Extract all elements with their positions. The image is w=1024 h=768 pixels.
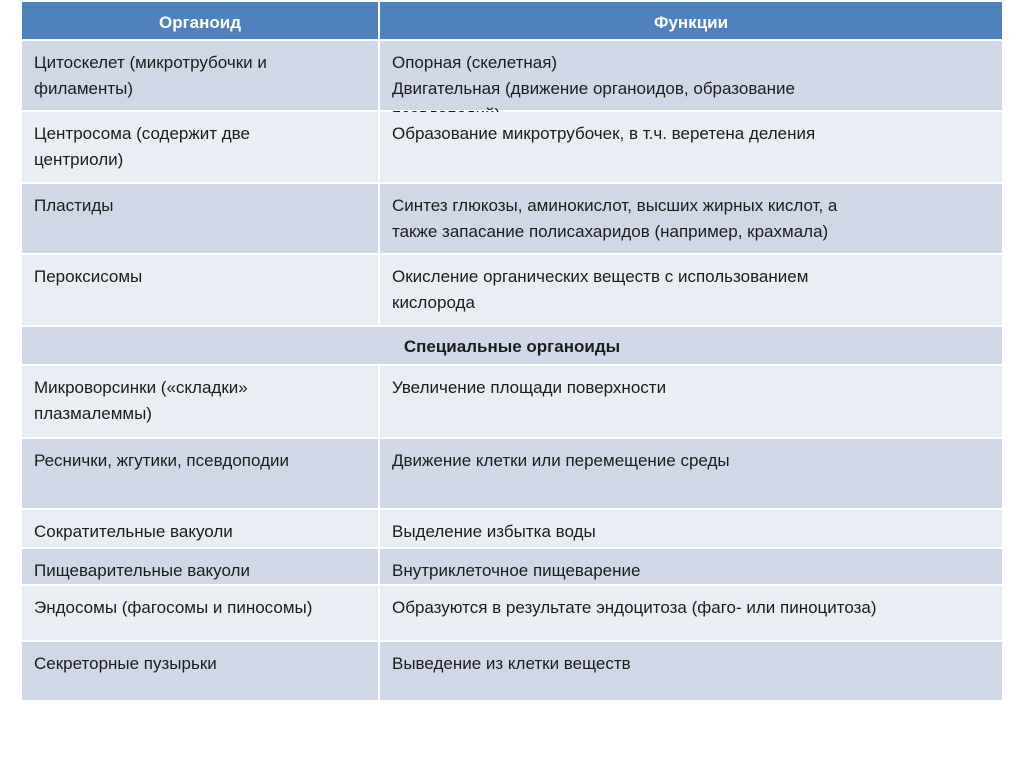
table-row-functions: Образование микротрубочек, в т.ч. веретена деления xyxy=(380,112,1002,184)
table-row-organoid: Пищеварительные вакуоли xyxy=(22,549,380,586)
table-row-functions: Синтез глюкозы, аминокислот, высших жирных кислот, а также запасание полисахаридов (например, крахмала) xyxy=(380,184,1002,255)
table-row-organoid: Микроворсинки («складки» плазмалеммы) xyxy=(22,366,380,439)
table-row-organoid: Секреторные пузырьки xyxy=(22,642,380,702)
table-row-organoid: Пероксисомы xyxy=(22,255,380,327)
table-row-organoid: Эндосомы (фагосомы и пиносомы) xyxy=(22,586,380,642)
header-organoid: Органоид xyxy=(22,2,380,41)
table-row-organoid: Цитоскелет (микротрубочки и филаменты) xyxy=(22,41,380,112)
table-row-organoid: Центросома (содержит две центриоли) xyxy=(22,112,380,184)
table-row-organoid: Сократительные вакуоли xyxy=(22,510,380,549)
table-row-functions: Окисление органических веществ с использованием кислорода xyxy=(380,255,1002,327)
organoids-table xyxy=(22,2,1002,702)
table-row-functions: Внутриклеточное пищеварение xyxy=(380,549,1002,586)
header-functions: Функции xyxy=(380,2,1002,41)
table-row-functions: Выделение избытка воды xyxy=(380,510,1002,549)
table-row-functions: Опорная (скелетная) Двигательная (движение органоидов, образование xyxy=(380,41,1002,112)
table-row-functions: Выведение из клетки веществ xyxy=(380,642,1002,702)
section-title: Специальные органоиды xyxy=(22,327,1002,366)
table-row-functions: Движение клетки или перемещение среды xyxy=(380,439,1002,510)
table-row-functions: Увеличение площади поверхности xyxy=(380,366,1002,439)
table-row-organoid: Пластиды xyxy=(22,184,380,255)
table-row-organoid: Реснички, жгутики, псевдоподии xyxy=(22,439,380,510)
table-row-functions: Образуются в результате эндоцитоза (фаго- или пиноцитоза) xyxy=(380,586,1002,642)
